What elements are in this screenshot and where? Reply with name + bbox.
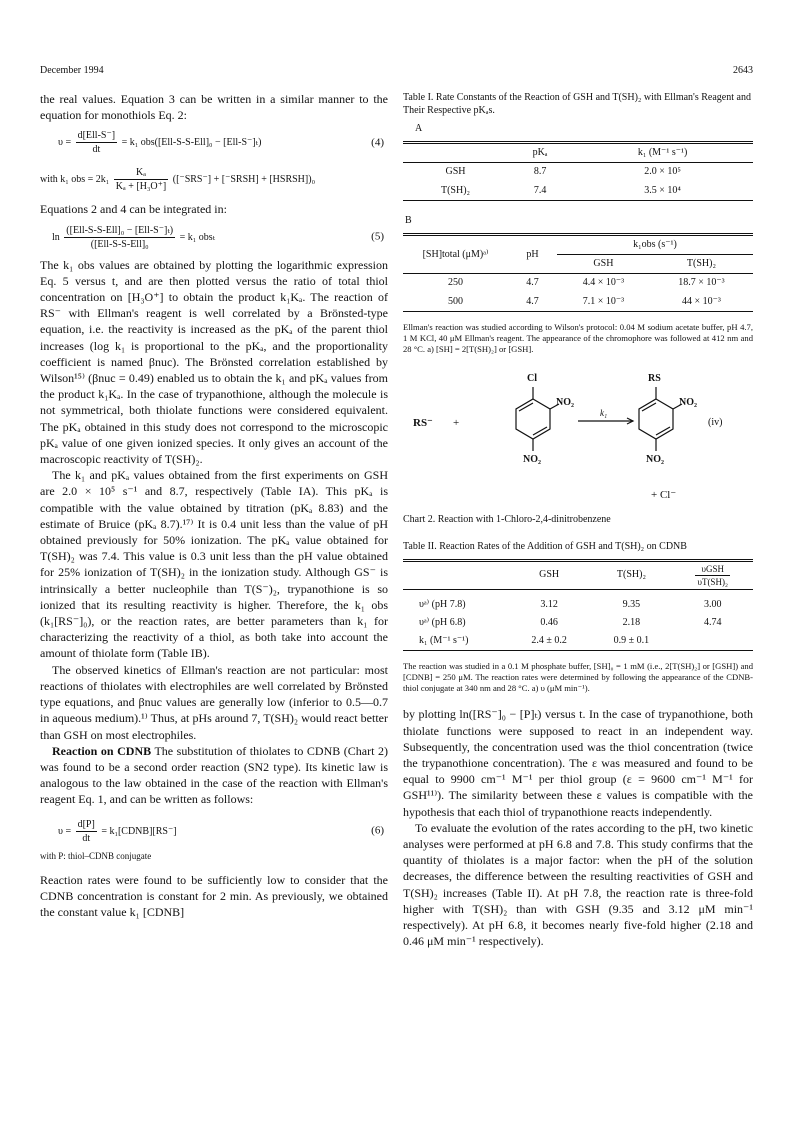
table-header: pKₐ k₁ (M⁻¹ s⁻¹) — [403, 143, 753, 163]
paragraph: To evaluate the evolution of the rates according to the pH, two kinetic analyses were performed at pH 6.8 and 7.8. This study confirms that the quantity of thiolates is a major factor: when the pH of the solution decreases, the difference between the resulting reactivities of GSH and T(SH)₂ increases (Table II). At pH 7.8, the reaction rate is three-fold higher with T(SH)₂ than with GSH (9.35 and 3.12 μM min⁻¹ respectively). At pH 6.8, it becomes nearly five-fold higher (2.18 and 0.46 μM min⁻¹ respectively). — [403, 820, 753, 949]
table-2-footnote: The reaction was studied in a 0.1 M phosphate buffer, [SH]₀ = 1 mM (i.e., 2[T(SH)₂] or [GSH]) and [CDNB] = 250 μM. The reaction rates were determined by following the appearance of the CDNB-thiol conjugate at 340 nm and 28 °C. a) υ (μM min⁻¹). — [403, 661, 753, 694]
chart-2-caption: Chart 2. Reaction with 1-Chloro-2,4-dinitrobenzene — [403, 513, 611, 525]
paragraph: The observed kinetics of Ellman's reaction are not particular: most reactions of thiolates with electrophiles are well correlated by Brönsted type equations, and βnuc values are generally low (inferior to 0.5—0.7 in aqueous medium).¹⁾ Thus, at pHs around 7, T(SH)₂ would react better than GSH on most electrophiles. — [40, 662, 388, 742]
table-row: k₁ (M⁻¹ s⁻¹) 2.4 ± 0.2 0.9 ± 0.1 — [419, 635, 650, 647]
paragraph: The k₁ and pKₐ values obtained from the first experiments on GSH are 2.0 × 10⁵ s⁻¹ and 8.7, respectively (Table IA). This pKₐ is compatible with the value obtained by titration (pKₐ 8.83) and the estimate of Bruice (pKₐ 8.7).¹⁷⁾ It is 0.4 unit less than the value of pH obtained previously for 50% ionization. The pKₐ value obtained for T(SH)₂ was 7.4. This value is 0.3 unit less than the pH value obtained for 25% ionization of T(SH)₂ in the ionization study. Although GS⁻ is intrinsically a better nucleophile than T(S⁻)₂, trypanothione is so ionized that its resulting reactivity is higher. Therefore, the k₁ obs (k₁[RS⁻]₀), or the reaction rates, are better parameters than k₁ for characterizing the reactivity of a thiol, as both take into account the amount of thiolate form (Table IB). — [40, 468, 388, 661]
table-row: υᵃ⁾ (pH 7.8) 3.12 9.35 3.00 — [419, 598, 722, 610]
rate-constant-label: k₁ — [600, 407, 608, 418]
table-1b-label: B — [405, 214, 412, 226]
equation-4: υ = $\frac{\text{d[Ell-S⁻]}}{dt}$ = k₁ obs([Ell-S-S-Ell]₀ − [Ell-S⁻]ₜ) (4) — [58, 130, 384, 156]
table-row: GSH 8.7 2.0 × 10⁵ — [403, 163, 753, 182]
section-heading: Reaction on CDNB — [52, 743, 152, 758]
table-1a — [403, 141, 753, 211]
right-column — [403, 91, 753, 949]
chloride-product: + Cl⁻ — [651, 488, 677, 501]
nitro-label: NO₂ — [556, 396, 574, 408]
paragraph: the real values. Equation 3 can be written in a similar manner to the equation for monothiols Eq. 2: — [40, 92, 388, 123]
plus-sign: + — [453, 416, 460, 429]
equation-4-definition: with k₁ obs = 2k₁ $\frac{\text{Kₐ}}{\text{Kₐ + [H₃O⁺]}}$ ([⁻SRS⁻] + [⁻SRSH] + [HSRSH])₀ — [40, 167, 316, 193]
reaction-scheme-drawing — [403, 361, 753, 511]
equation-6-definition: with P: thiol–CDNB conjugate — [40, 850, 152, 861]
paragraph: by plotting ln([RS⁻]₀ − [P]ₜ) versus t. In the case of trypanothione, both thiolate functions were supposed to react in an independent way. Subsequently, the concentration used was the thiol concentration (twice the trypanothione concentration). The ε was measured and found to be equal to 9900 cm⁻¹ M⁻¹ per thiol group (ε = 9600 cm⁻¹ M⁻¹ for GSH¹¹⁾). The similarity between these ε values is compatible with the hypothesis that each thiol of trypanothione reacts independently. — [403, 707, 753, 819]
table-row: 250 4.7 4.4 × 10⁻³ 18.7 × 10⁻³ — [403, 274, 753, 293]
chloro-label: Cl — [527, 372, 537, 384]
equation-number: (6) — [371, 824, 384, 837]
nitro-label: NO₂ — [523, 453, 541, 465]
nitro-label: NO₂ — [646, 453, 664, 465]
table-header: GSH T(SH)₂ υGSH υT(SH)₂ — [403, 560, 753, 589]
equation-6: υ = $\frac{d[P]}{dt}$ = k₁[CDNB][RS⁻] (6) — [58, 818, 384, 844]
equation-number: (4) — [371, 136, 384, 149]
page-number: 2643 — [733, 65, 753, 76]
running-header-date: December 1994 — [40, 65, 104, 76]
table-2-caption: Table II. Reaction Rates of the Addition of GSH and T(SH)₂ on CDNB — [403, 540, 687, 552]
table-1-footnote: Ellman's reaction was studied according to Wilson's protocol: 0.04 M sodium acetate buffer, pH 4.7, 1 M KCl, 40 μM Ellman's reagent. The appearance of the chromophore was followed at 412 nm and 28 °C. a) [SH] = 2[T(SH)₂] or [GSH]. — [403, 321, 753, 354]
paragraph: Equations 2 and 4 can be integrated in: — [40, 202, 227, 217]
table-1-caption: Table I. Rate Constants of the Reaction of GSH and T(SH)₂ with Ellman's Reagent and Their Respective pKₐs. — [403, 92, 751, 116]
thioether-label: RS — [648, 372, 661, 384]
paragraph: Reaction rates were found to be sufficiently low to consider that the CDNB concentration is constant for 2 min. As previously, we obtained the constant value k₁ [CDNB] — [40, 873, 388, 920]
table-row: 500 4.7 7.1 × 10⁻³ 44 × 10⁻³ — [448, 295, 721, 307]
nitro-label: NO₂ — [679, 396, 697, 408]
equation-5: ln $\frac{\text{([Ell-S-S-Ell]₀ − [Ell-S⁻]ₜ)}}{\text{([Ell-S-S-Ell]₀}}$ = k₁ obsₜ (5) — [52, 224, 384, 250]
table-1b: [SH]total (μM)ᵃ⁾ pH k₁obs (s⁻¹) GSH T(SH)₂ 250 4.7 4.4 × 10⁻³ 18.7 × 10⁻³ 500 4.7 7.1 × 10⁻³ 44 × 10⁻³ — [403, 233, 753, 316]
paragraph: Reaction on CDNB The substitution of thiolates to CDNB (Chart 2) was found to be a second order reaction (SN2 type). Its kinetic law is analogous to the law obtained in the case of the reaction with Ellman's reagent Eq. 1, and can be written as follows: — [40, 743, 389, 807]
reaction-scheme — [403, 361, 753, 511]
left-column — [40, 91, 388, 921]
scheme-tag: (iv) — [708, 416, 723, 428]
paragraph: The k₁ obs values are obtained by plotting the logarithmic expression Eq. 5 versus t, and are then plotted versus the ratio of total thiol concentration on [H₃O⁺] to obtain the product k₁Kₐ. The reaction of RS⁻ with Ellman's reagent is well correlated by a Brönsted-type equation, i.e. the reactivity is increased as the pKₐ of the parent thiol increases (log k₁ is proportional to the pKₐ, and the proportionality coefficient is named βnuc). The Brönsted correlation established by Wilson¹⁵⁾ (βnuc = 0.49) enabled us to obtain the k₁ and pKₐ values from the product k₁Kₐ. In the case of trypanothione, although the molecule is not symmetrical, both thiolate functions were considered equivalent. The pKₐ obtained in this study does not correspond to the microscopic pKₐ value of one given ionized species. It only gives an account of the macroscopic reactivity of T(SH)₂. — [40, 257, 388, 467]
thiolate-label: RS⁻ — [413, 416, 433, 429]
table-row: T(SH)₂ 7.4 3.5 × 10⁴ — [440, 184, 681, 196]
equation-number: (5) — [371, 230, 384, 243]
table-row: υᵃ⁾ (pH 6.8) 0.46 2.18 4.74 — [419, 617, 722, 629]
table-2 — [403, 559, 753, 656]
table-1a-label: A — [415, 123, 423, 134]
